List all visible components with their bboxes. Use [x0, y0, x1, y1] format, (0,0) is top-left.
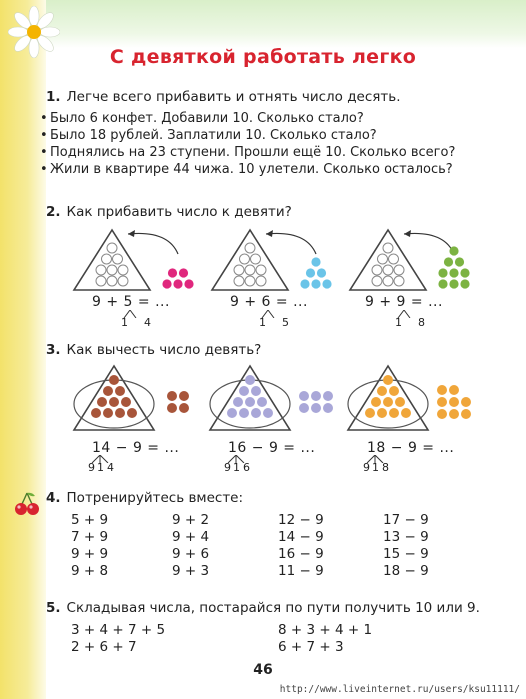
colored-counter: [437, 409, 447, 419]
colored-counter: [127, 408, 137, 418]
example-expression: 14 − 9 = ...: [92, 440, 180, 456]
empty-counter: [234, 276, 244, 286]
subtraction-diagram: [348, 366, 471, 430]
colored-counter: [449, 397, 459, 407]
colored-counter: [167, 403, 177, 413]
empty-counter: [256, 276, 266, 286]
empty-counter: [383, 243, 393, 253]
colored-counter: [389, 386, 399, 396]
exercise-item: 5 + 9: [71, 512, 109, 528]
colored-counter: [239, 386, 249, 396]
exercise-column: [71, 512, 108, 580]
colored-counter: [300, 279, 309, 288]
list-item: • Было 18 рублей. Заплатили 10. Сколько стало?: [50, 127, 377, 144]
subtraction-diagram: [210, 366, 333, 430]
exercise-item: 12 − 9: [278, 512, 324, 528]
colored-counter: [377, 386, 387, 396]
colored-counter: [103, 386, 113, 396]
colored-counter: [245, 375, 255, 385]
split-digit: 1: [97, 461, 104, 474]
colored-counter: [323, 403, 333, 413]
task-text: Потренируйтесь вместе:: [66, 490, 244, 506]
colored-counter: [438, 268, 447, 277]
empty-counter: [389, 254, 399, 264]
exercise-column: [383, 512, 429, 580]
split-digit: 4: [144, 316, 151, 329]
colored-counter: [311, 403, 321, 413]
empty-counter: [96, 276, 106, 286]
list-item: • Поднялись на 23 ступени. Прошли ещё 10. Сколько всего?: [50, 144, 455, 161]
exercise-item: 7 + 9: [71, 529, 109, 545]
exercise-item: 9 + 8: [71, 563, 109, 579]
subtraction-diagram: [74, 366, 189, 430]
exercise-item: 17 − 9: [383, 512, 429, 528]
colored-counter: [401, 408, 411, 418]
colored-counter: [227, 408, 237, 418]
empty-counter: [245, 243, 255, 253]
colored-counter: [263, 408, 273, 418]
task-4: [46, 490, 243, 507]
example-expression: 9 + 6 = ...: [230, 294, 308, 310]
example-expression: 18 − 9 = ...: [367, 440, 455, 456]
colored-counter: [460, 268, 469, 277]
split-digit: 8: [418, 316, 425, 329]
colored-counter: [184, 279, 193, 288]
colored-counter: [168, 268, 177, 277]
colored-counter: [115, 408, 125, 418]
split-digit: 1: [259, 316, 266, 329]
colored-counter: [437, 385, 447, 395]
empty-counter: [394, 265, 404, 275]
exercise-item: 2 + 6 + 7: [71, 639, 137, 655]
list-item: • Было 6 конфет. Добавили 10. Сколько стало?: [50, 110, 364, 127]
split-digit: 9: [88, 461, 95, 474]
task-text: Складывая числа, постарайся по пути получить 10 или 9.: [66, 600, 480, 616]
exercise-item: 9 + 6: [172, 546, 210, 562]
colored-counter: [97, 397, 107, 407]
colored-counter: [460, 279, 469, 288]
empty-counter: [107, 243, 117, 253]
example-expression: 9 + 9 = ...: [365, 294, 443, 310]
colored-counter: [103, 408, 113, 418]
colored-counter: [317, 268, 326, 277]
colored-counter: [461, 397, 471, 407]
colored-counter: [383, 375, 393, 385]
left-strip: [0, 0, 46, 699]
colored-counter: [299, 403, 309, 413]
colored-counter: [179, 268, 188, 277]
arrow-line: [266, 233, 316, 254]
colored-counter: [449, 268, 458, 277]
colored-counter: [377, 408, 387, 418]
empty-counter: [256, 265, 266, 275]
empty-counter: [118, 276, 128, 286]
split-digit: 1: [121, 316, 128, 329]
colored-counter: [449, 409, 459, 419]
empty-counter: [107, 265, 117, 275]
colored-counter: [167, 391, 177, 401]
empty-counter: [102, 254, 112, 264]
empty-counter: [394, 276, 404, 286]
task-number: 1.: [46, 89, 61, 105]
task-2: [46, 204, 292, 221]
split-digit: 9: [363, 461, 370, 474]
colored-counter: [306, 268, 315, 277]
colored-counter: [179, 403, 189, 413]
empty-counter: [113, 254, 123, 264]
task-number: 3.: [46, 342, 61, 358]
split-digit: 5: [282, 316, 289, 329]
exercise-item: 9 + 3: [172, 563, 210, 579]
empty-counter: [372, 265, 382, 275]
page-title: С девяткой работать легко: [109, 46, 417, 68]
exercise-item: 9 + 4: [172, 529, 210, 545]
exercise-column: [71, 622, 165, 656]
exercise-item: 15 − 9: [383, 546, 429, 562]
colored-counter: [449, 385, 459, 395]
task-number: 2.: [46, 204, 61, 220]
exercise-column: [172, 512, 209, 580]
empty-counter: [245, 276, 255, 286]
colored-counter: [233, 397, 243, 407]
task-3: [46, 342, 261, 359]
colored-counter: [438, 279, 447, 288]
exercise-item: 6 + 7 + 3: [278, 639, 344, 655]
exercise-item: 3 + 4 + 7 + 5: [71, 622, 166, 638]
example-expression: 9 + 5 = ...: [92, 294, 170, 310]
source-url: http://www.liveinternet.ru/users/ksu11111/: [279, 684, 520, 695]
exercise-item: 13 − 9: [383, 529, 429, 545]
colored-counter: [371, 397, 381, 407]
empty-counter: [118, 265, 128, 275]
split-digit: 4: [107, 461, 114, 474]
exercise-item: 9 + 2: [172, 512, 210, 528]
split-digit: 6: [243, 461, 250, 474]
exercise-item: 9 + 9: [71, 546, 109, 562]
empty-counter: [245, 265, 255, 275]
colored-counter: [311, 391, 321, 401]
empty-counter: [383, 276, 393, 286]
colored-counter: [239, 408, 249, 418]
task-text: Как прибавить число к девяти?: [66, 204, 292, 220]
task-1: [46, 89, 401, 106]
exercise-item: 14 − 9: [278, 529, 324, 545]
colored-counter: [115, 386, 125, 396]
task-text: Как вычесть число девять?: [66, 342, 262, 358]
colored-counter: [437, 397, 447, 407]
colored-counter: [311, 257, 320, 266]
arrow-line: [128, 233, 178, 254]
colored-counter: [179, 391, 189, 401]
arrow-head: [128, 230, 135, 237]
task-number: 5.: [46, 600, 61, 616]
colored-counter: [449, 246, 458, 255]
colored-counter: [455, 257, 464, 266]
split-digit: 1: [372, 461, 379, 474]
colored-counter: [173, 279, 182, 288]
colored-counter: [311, 279, 320, 288]
subtraction-diagrams: [68, 362, 488, 434]
arrow-head: [266, 230, 273, 237]
addition-diagram: [350, 230, 470, 290]
empty-counter: [234, 265, 244, 275]
colored-counter: [383, 397, 393, 407]
colored-counter: [444, 257, 453, 266]
colored-counter: [109, 397, 119, 407]
empty-counter: [372, 276, 382, 286]
list-item: • Жили в квартире 44 чижа. 10 улетели. Сколько осталось?: [50, 161, 453, 178]
exercise-item: 16 − 9: [278, 546, 324, 562]
task-5: [46, 600, 480, 617]
exercise-column: [278, 512, 324, 580]
empty-counter: [383, 265, 393, 275]
arrow-head: [404, 230, 411, 237]
colored-counter: [449, 279, 458, 288]
colored-counter: [365, 408, 375, 418]
empty-counter: [107, 276, 117, 286]
page-number: 46: [253, 662, 273, 678]
empty-counter: [378, 254, 388, 264]
addition-diagram: [212, 230, 332, 290]
colored-counter: [395, 397, 405, 407]
split-digit: 8: [382, 461, 389, 474]
split-digit: 9: [224, 461, 231, 474]
colored-counter: [299, 391, 309, 401]
colored-counter: [162, 279, 171, 288]
colored-counter: [91, 408, 101, 418]
arrow-line: [404, 233, 454, 254]
task-text: Легче всего прибавить и отнять число десять.: [66, 89, 401, 105]
example-expression: 16 − 9 = ...: [228, 440, 316, 456]
empty-counter: [240, 254, 250, 264]
exercise-item: 8 + 3 + 4 + 1: [278, 622, 373, 638]
colored-counter: [109, 375, 119, 385]
colored-counter: [245, 397, 255, 407]
cherry-icon: [14, 491, 40, 517]
colored-counter: [322, 279, 331, 288]
exercise-item: 18 − 9: [383, 563, 429, 579]
empty-counter: [251, 254, 261, 264]
addition-diagram: [74, 230, 194, 290]
split-digit: 1: [233, 461, 240, 474]
addition-diagrams: [68, 224, 488, 294]
split-digit: 1: [395, 316, 402, 329]
colored-counter: [257, 397, 267, 407]
colored-counter: [251, 386, 261, 396]
colored-counter: [323, 391, 333, 401]
empty-counter: [96, 265, 106, 275]
colored-counter: [121, 397, 131, 407]
exercise-item: 11 − 9: [278, 563, 324, 579]
colored-counter: [251, 408, 261, 418]
exercise-column: [278, 622, 372, 656]
colored-counter: [461, 409, 471, 419]
task-number: 4.: [46, 490, 61, 506]
top-band: [0, 0, 526, 48]
colored-counter: [389, 408, 399, 418]
